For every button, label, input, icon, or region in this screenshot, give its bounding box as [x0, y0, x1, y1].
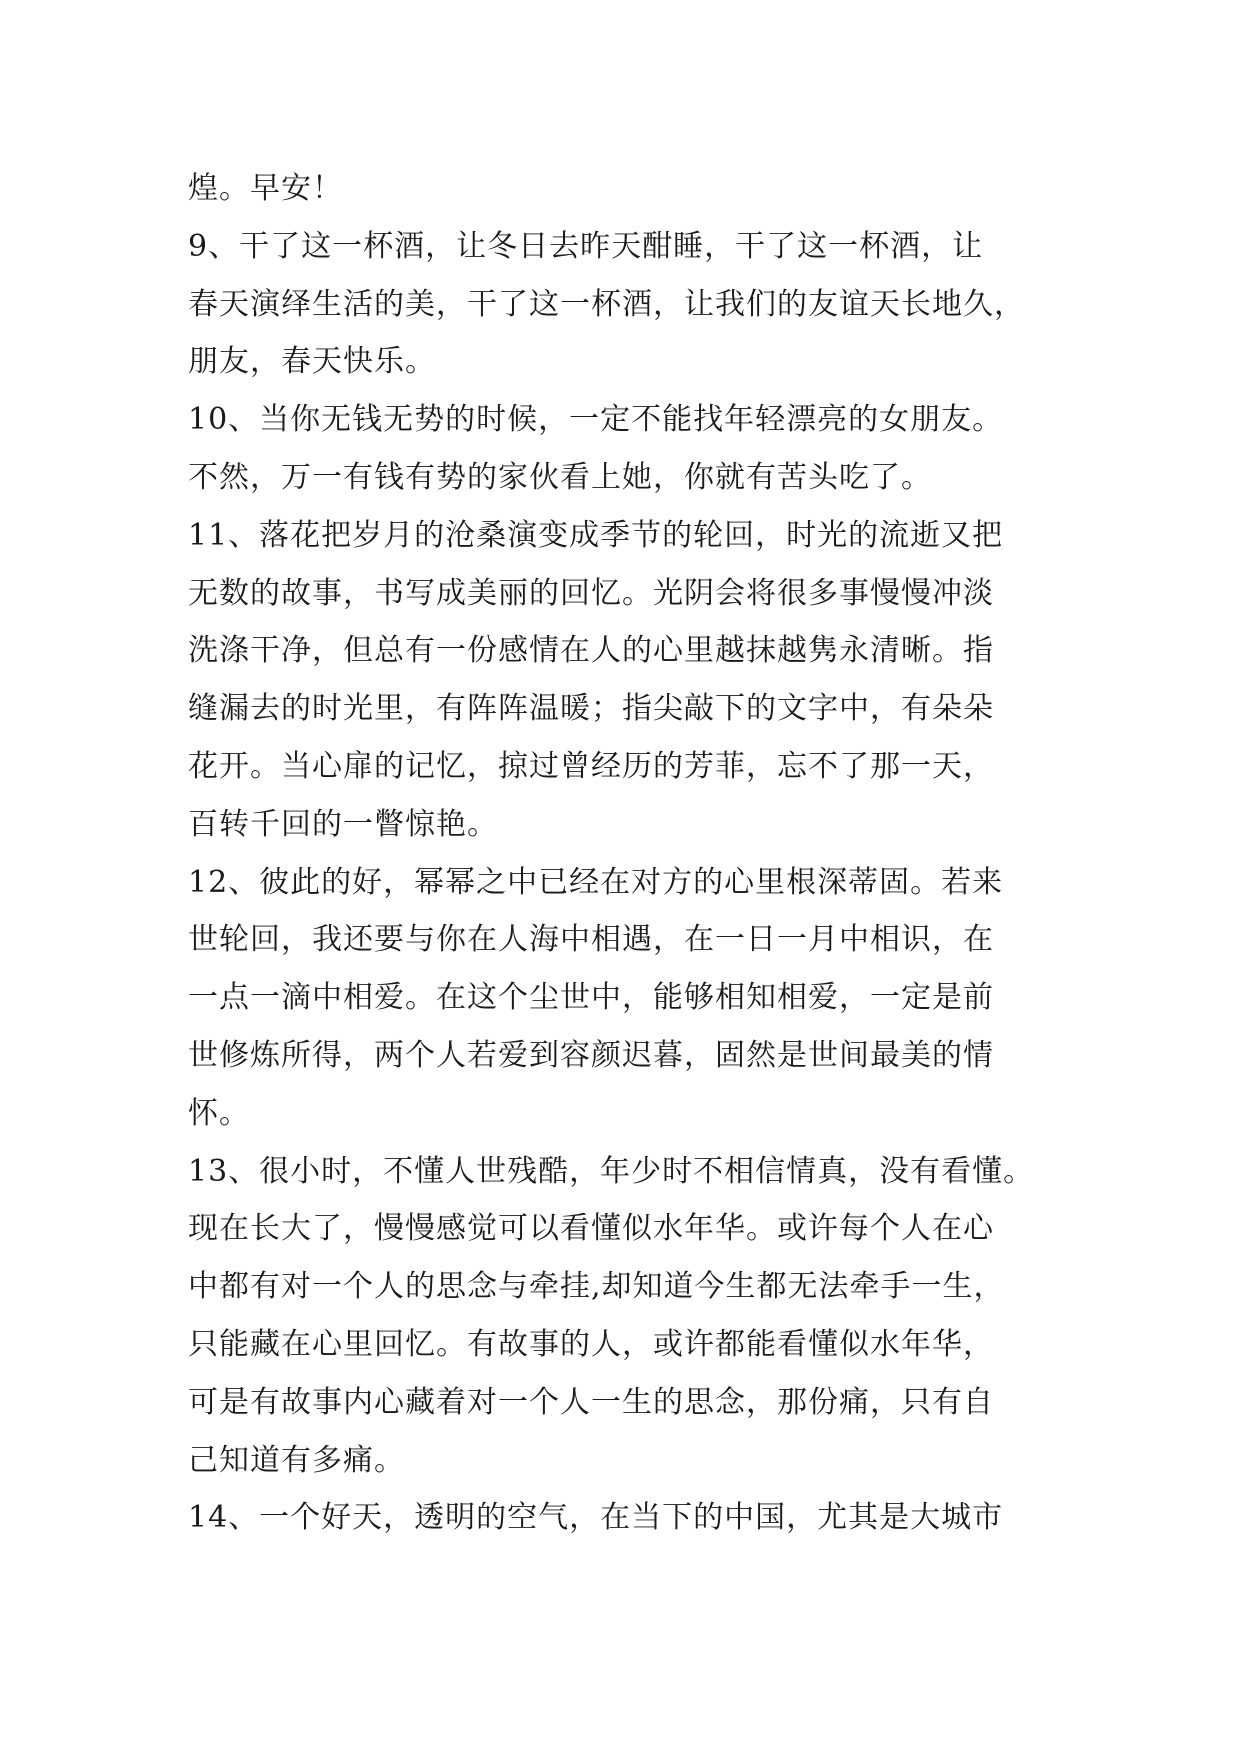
text-line: 花开。当心扉的记忆，掠过曾经历的芳菲，忘不了那一天，	[188, 748, 994, 784]
document-body	[188, 160, 1068, 1547]
text-line: 14、一个好天，透明的空气，在当下的中国，尤其是大城市	[188, 1500, 1004, 1536]
text-line: 己知道有多痛。	[188, 1442, 405, 1478]
text-line: 现在长大了，慢慢感觉可以看懂似水年华。或许每个人在心	[188, 1211, 994, 1247]
text-line: 11、落花把岁月的沧桑演变成季节的轮回，时光的流逝又把	[188, 517, 1004, 553]
text-line: 百转千回的一瞥惊艳。	[188, 806, 498, 842]
text-line: 怀。	[188, 1095, 250, 1131]
text-line: 世轮回，我还要与你在人海中相遇，在一日一月中相识，在	[188, 922, 994, 958]
text-line: 9、干了这一杯酒，让冬日去昨天酣睡，干了这一杯酒，让	[188, 228, 984, 264]
text-line: 一点一滴中相爱。在这个尘世中，能够相知相爱，一定是前	[188, 980, 994, 1016]
text-line: 洗涤干净，但总有一份感情在人的心里越抹越隽永清晰。指	[188, 633, 994, 669]
text-line: 缝漏去的时光里，有阵阵温暖；指尖敲下的文字中，有朵朵	[188, 691, 994, 727]
text-line: 中都有对一个人的思念与牵挂,却知道今生都无法牵手一生，	[188, 1269, 1005, 1305]
text-line: 12、彼此的好，幂幂之中已经在对方的心里根深蒂固。若来	[188, 864, 1004, 900]
text-line: 不然，万一有钱有势的家伙看上她，你就有苦头吃了。	[188, 459, 932, 495]
text-line: 春天演绎生活的美，干了这一杯酒，让我们的友谊天长地久，	[188, 286, 1025, 322]
text-line: 可是有故事内心藏着对一个人一生的思念，那份痛，只有自	[188, 1384, 994, 1420]
text-line: 只能藏在心里回忆。有故事的人，或许都能看懂似水年华，	[188, 1326, 994, 1362]
text-line: 世修炼所得，两个人若爱到容颜迟暮，固然是世间最美的情	[188, 1037, 994, 1073]
text-line: 13、很小时，不懂人世残酷，年少时不相信情真，没有看懂。	[188, 1153, 1035, 1189]
text-line: 10、当你无钱无势的时候，一定不能找年轻漂亮的女朋友。	[188, 402, 1004, 438]
text-line: 无数的故事，书写成美丽的回忆。光阴会将很多事慢慢冲淡	[188, 575, 994, 611]
text-line: 煌。早安！	[188, 171, 343, 206]
text-line: 朋友，春天快乐。	[188, 344, 436, 380]
